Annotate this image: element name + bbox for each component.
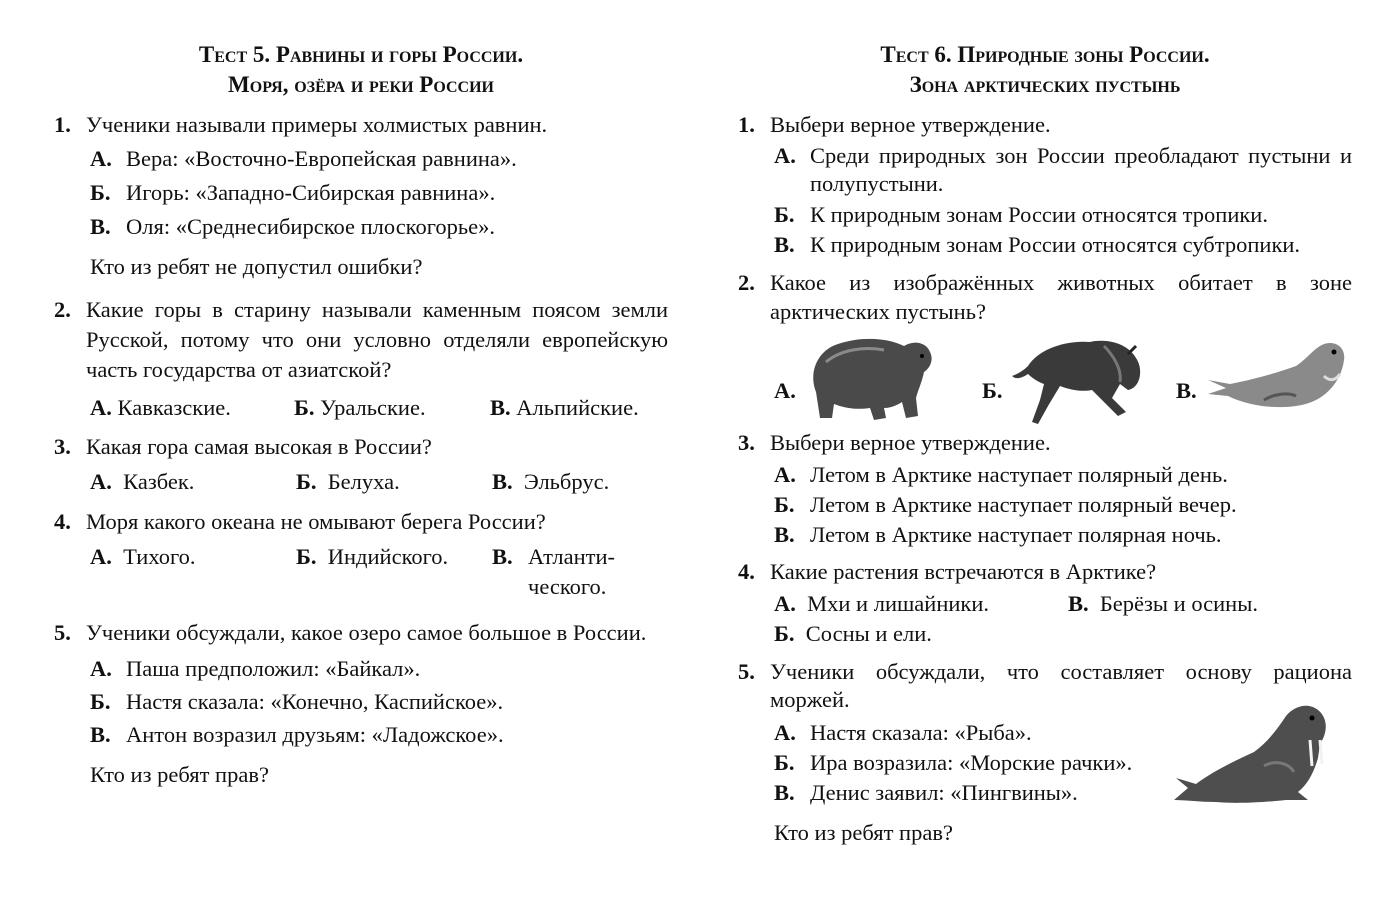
option-letter: Б.: [296, 544, 317, 569]
option-letter: В.: [774, 522, 795, 547]
question-text: Какие растения встречаются в Арктике?: [770, 559, 1157, 584]
option-text: Сосны и ели.: [805, 621, 932, 646]
test5-q3-option-b: [296, 467, 492, 497]
question-text: Ученики обсуждали, что составляет основу рациона моржей.: [770, 659, 1352, 712]
option-letter: В.: [490, 395, 511, 420]
option-text: Ира возразила: «Морские рачки».: [810, 750, 1133, 775]
option-text: Берёзы и осины.: [1099, 591, 1258, 616]
option-letter: А.: [90, 544, 112, 569]
test6-title-line2: Зона арктических пустынь: [909, 72, 1181, 97]
option-text: Настя сказала: «Рыба».: [810, 720, 1032, 745]
test6-q1-option-a: [774, 142, 1352, 198]
test6-q3-option-c: [774, 520, 1352, 550]
test5-q3-option-a: [90, 467, 296, 497]
question-text: Какое из изображённых животных обитает в зоне арктических пустынь?: [770, 270, 1352, 324]
animal-label-a: А.: [774, 378, 796, 403]
option-letter: Б.: [774, 202, 795, 227]
option-letter: А.: [90, 395, 112, 420]
test5-q2-option-c: [490, 393, 639, 423]
option-text: Денис заявил: «Пингвины».: [810, 780, 1078, 805]
question-text: Выбери верное утверждение.: [770, 430, 1051, 455]
question-number: 2.: [738, 270, 755, 295]
question-number: 4.: [54, 509, 71, 534]
test6-question-2: [738, 268, 1352, 326]
walrus-image: [1168, 696, 1336, 808]
test5-question-2: [54, 295, 668, 385]
question-text: Моря какого океана не омывают берега России?: [86, 509, 546, 534]
option-letter: Б.: [294, 395, 315, 420]
test5-q1-option-a: [90, 144, 668, 174]
option-letter: А.: [774, 720, 796, 745]
test6-title: [738, 40, 1352, 100]
option-text: Летом в Арктике наступает полярный день.: [810, 462, 1228, 487]
option-text: К природным зонам России относятся тропики.: [810, 202, 1268, 227]
option-letter: А.: [90, 656, 112, 681]
option-letter: В.: [774, 780, 795, 805]
test6-q1-option-b: [774, 200, 1352, 230]
option-text: Индийского.: [327, 544, 449, 569]
option-letter: В.: [90, 214, 111, 239]
option-text: Тихого.: [123, 544, 196, 569]
option-letter: В.: [1068, 591, 1089, 616]
option-letter: А.: [774, 591, 796, 616]
test5-q1-option-b: [90, 178, 668, 208]
test5-question-5: [54, 618, 668, 648]
option-text: Оля: «Среднесибирское плоскогорье».: [126, 214, 496, 239]
option-letter: Б.: [774, 492, 795, 517]
test5-q4-option-b: [296, 542, 492, 602]
option-text: Игорь: «Западно-Сибирская равнина».: [126, 180, 496, 205]
test5-q4-options: [90, 542, 668, 602]
option-letter: Б.: [90, 180, 111, 205]
question-text: Ученики называли примеры холмистых равнин.: [86, 112, 548, 137]
option-letter: В.: [90, 722, 111, 747]
test6-q5-body: [738, 718, 1352, 848]
option-letter: А.: [90, 469, 112, 494]
option-letter: А.: [774, 462, 796, 487]
option-text-line2: ческого.: [528, 574, 607, 599]
option-letter: Б.: [774, 750, 795, 775]
option-text: К природным зонам России относятся субтропики.: [810, 232, 1301, 257]
option-text: Эльбрус.: [523, 469, 610, 494]
test5-title-line1: Тест 5. Равнины и горы России.: [198, 42, 524, 67]
test5-q2-option-b: [294, 393, 490, 423]
test6-q4-option-a: [774, 589, 1068, 619]
test6-question-4: [738, 557, 1352, 587]
question-number: 5.: [738, 659, 755, 684]
test5-q5-option-a: [90, 654, 668, 684]
animal-label-b: Б.: [982, 378, 1003, 403]
question-number: 3.: [738, 430, 755, 455]
test5-title: [54, 40, 668, 100]
test6-q4-options-row: [774, 589, 1352, 619]
test5-q5-option-b: [90, 687, 668, 717]
question-number: 2.: [54, 297, 71, 322]
test5-q2-options: [90, 393, 668, 423]
test6-title-line1: Тест 6. Природные зоны России.: [880, 42, 1210, 67]
question-text: Какие горы в старину называли каменным поясом земли Русской, потому что они условно отделяли европейскую часть государства от азиатской?: [86, 297, 668, 382]
question-text: Ученики обсуждали, какое озеро самое большое в России.: [86, 620, 647, 645]
test5-question-1: [54, 110, 668, 140]
test6-q3-option-a: [774, 460, 1352, 490]
option-text: Настя сказала: «Конечно, Каспийское».: [126, 689, 504, 714]
test6-question-3: [738, 428, 1352, 458]
option-letter: В.: [492, 469, 513, 494]
test5-q4-option-c: [492, 542, 615, 602]
test5-q4-option-a: [90, 542, 296, 602]
test5-q2-option-a: [90, 393, 294, 423]
question-number: 1.: [738, 112, 755, 137]
test5-q1-option-c: [90, 212, 668, 242]
test6-question-1: [738, 110, 1352, 140]
test5-q1-closing: Кто из ребят не допустил ошибки?: [90, 254, 423, 279]
animal-label-c: В.: [1176, 378, 1197, 403]
option-text: Белуха.: [327, 469, 400, 494]
option-letter: А.: [774, 143, 796, 168]
test6-column: [738, 40, 1352, 848]
question-number: 4.: [738, 559, 755, 584]
option-text: Альпийские.: [516, 395, 639, 420]
test6-q5-closing: Кто из ребят прав?: [774, 820, 953, 845]
question-text: Какая гора самая высокая в России?: [86, 434, 432, 459]
question-number: 1.: [54, 112, 71, 137]
test5-question-4: [54, 507, 668, 537]
test6-q4-option-c: [1068, 589, 1258, 619]
test6-q3-option-b: [774, 490, 1352, 520]
test6-q4-option-b: [774, 619, 1352, 649]
option-letter: Б.: [90, 689, 111, 714]
option-letter: Б.: [774, 621, 795, 646]
option-text: Кавказские.: [117, 395, 231, 420]
test6-q1-option-c: [774, 230, 1352, 260]
option-text: Уральские.: [320, 395, 426, 420]
question-text: Выбери верное утверждение.: [770, 112, 1051, 137]
option-text: Паша предположил: «Байкал».: [126, 656, 421, 681]
option-letter: Б.: [296, 469, 317, 494]
bison-image: [1008, 326, 1150, 426]
option-text: Антон возразил друзьям: «Ладожское».: [126, 722, 504, 747]
option-text: Вера: «Восточно-Европейская равнина».: [126, 146, 517, 171]
test5-question-3: [54, 432, 668, 462]
option-text: Летом в Арктике наступает полярный вечер.: [810, 492, 1237, 517]
bear-image: [804, 332, 938, 424]
option-letter: В.: [774, 232, 795, 257]
test5-column: [54, 40, 668, 790]
test5-q5-closing: Кто из ребят прав?: [90, 762, 269, 787]
option-text-line1: Атланти-: [528, 544, 616, 569]
option-letter: А.: [90, 146, 112, 171]
option-text: Казбек.: [123, 469, 195, 494]
test5-q5-option-c: [90, 720, 668, 750]
question-number: 3.: [54, 434, 71, 459]
question-number: 5.: [54, 620, 71, 645]
option-text: Летом в Арктике наступает полярная ночь.: [810, 522, 1222, 547]
test5-title-line2: Моря, озёра и реки России: [228, 72, 494, 97]
test6-q2-animal-images: [738, 326, 1352, 426]
option-text: Мхи и лишайники.: [807, 591, 990, 616]
seal-image: [1204, 336, 1354, 416]
option-text: Среди природных зон России преобладают пустыни и полупустыни.: [810, 143, 1352, 196]
test5-q3-option-c: [492, 467, 609, 497]
option-letter: В.: [492, 544, 513, 569]
test5-q3-options: [90, 467, 668, 497]
